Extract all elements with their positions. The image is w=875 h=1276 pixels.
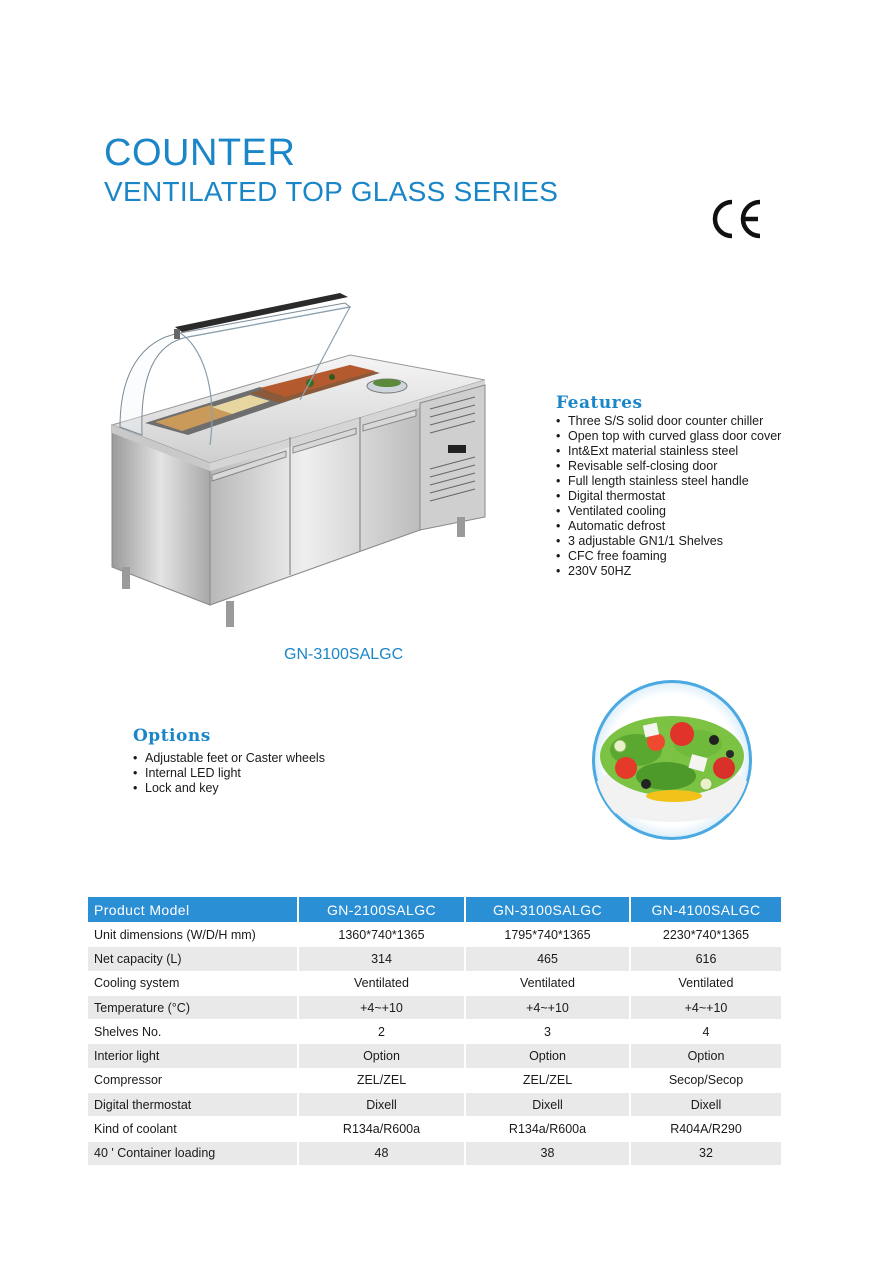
row-label: Compressor xyxy=(88,1068,298,1092)
list-item: • Three S/S solid door counter chiller xyxy=(556,414,781,429)
table-cell: +4~+10 xyxy=(630,995,782,1019)
row-label: Temperature (°C) xyxy=(88,995,298,1019)
table-cell: 616 xyxy=(630,947,782,971)
table-row xyxy=(88,1141,782,1165)
list-item: • 230V 50HZ xyxy=(556,564,781,579)
list-item: • Int&Ext material stainless steel xyxy=(556,444,781,459)
list-item: • Digital thermostat xyxy=(556,489,781,504)
table-header-row xyxy=(88,897,782,923)
table-cell: R134a/R600a xyxy=(465,1117,630,1141)
table-row xyxy=(88,947,782,971)
row-label: Interior light xyxy=(88,1044,298,1068)
row-label: Kind of coolant xyxy=(88,1117,298,1141)
ce-mark-icon xyxy=(708,196,764,247)
product-image xyxy=(100,285,500,640)
list-item: • Automatic defrost xyxy=(556,519,781,534)
table-cell: Dixell xyxy=(298,1093,465,1117)
row-label: Unit dimensions (W/D/H mm) xyxy=(88,923,298,947)
table-cell: +4~+10 xyxy=(298,995,465,1019)
spec-table xyxy=(88,897,783,1166)
list-item: • Ventilated cooling xyxy=(556,504,781,519)
table-cell: 32 xyxy=(630,1141,782,1165)
options-heading: Options xyxy=(133,726,211,746)
table-cell: +4~+10 xyxy=(465,995,630,1019)
table-row xyxy=(88,1093,782,1117)
column-header: Product Model xyxy=(88,897,298,923)
table-cell: Option xyxy=(630,1044,782,1068)
table-cell: 465 xyxy=(465,947,630,971)
table-cell: 4 xyxy=(630,1020,782,1044)
row-label: Digital thermostat xyxy=(88,1093,298,1117)
table-row xyxy=(88,995,782,1019)
table-row xyxy=(88,1117,782,1141)
table-cell: Ventilated xyxy=(465,971,630,995)
list-item: • Lock and key xyxy=(133,781,325,796)
table-cell: 48 xyxy=(298,1141,465,1165)
table-cell: Dixell xyxy=(630,1093,782,1117)
list-item: • Adjustable feet or Caster wheels xyxy=(133,751,325,766)
column-header: GN-4100SALGC xyxy=(630,897,782,923)
table-cell: Ventilated xyxy=(630,971,782,995)
list-item: • Internal LED light xyxy=(133,766,325,781)
table-row xyxy=(88,1068,782,1092)
column-header: GN-3100SALGC xyxy=(465,897,630,923)
table-cell: Secop/Secop xyxy=(630,1068,782,1092)
list-item: • CFC free foaming xyxy=(556,549,781,564)
table-cell: 1795*740*1365 xyxy=(465,923,630,947)
table-cell: ZEL/ZEL xyxy=(465,1068,630,1092)
table-row xyxy=(88,1044,782,1068)
table-cell: 2230*740*1365 xyxy=(630,923,782,947)
table-cell: R134a/R600a xyxy=(298,1117,465,1141)
list-item: • Open top with curved glass door cover xyxy=(556,429,781,444)
column-header: GN-2100SALGC xyxy=(298,897,465,923)
table-cell: Option xyxy=(298,1044,465,1068)
list-item: • Full length stainless steel handle xyxy=(556,474,781,489)
features-heading: Features xyxy=(556,393,643,413)
features-list xyxy=(556,414,781,579)
table-cell: 3 xyxy=(465,1020,630,1044)
row-label: Cooling system xyxy=(88,971,298,995)
table-cell: Option xyxy=(465,1044,630,1068)
product-caption: GN-3100SALGC xyxy=(284,646,404,663)
table-cell: Dixell xyxy=(465,1093,630,1117)
table-cell: 2 xyxy=(298,1020,465,1044)
list-item: • Revisable self-closing door xyxy=(556,459,781,474)
row-label: 40 ' Container loading xyxy=(88,1141,298,1165)
page-title: COUNTER xyxy=(104,132,296,174)
options-list xyxy=(133,751,325,796)
table-row xyxy=(88,971,782,995)
salad-image xyxy=(586,680,758,845)
table-row xyxy=(88,923,782,947)
table-cell: R404A/R290 xyxy=(630,1117,782,1141)
table-cell: 1360*740*1365 xyxy=(298,923,465,947)
list-item: • 3 adjustable GN1/1 Shelves xyxy=(556,534,781,549)
table-cell: 38 xyxy=(465,1141,630,1165)
table-cell: ZEL/ZEL xyxy=(298,1068,465,1092)
row-label: Shelves No. xyxy=(88,1020,298,1044)
table-cell: Ventilated xyxy=(298,971,465,995)
table-row xyxy=(88,1020,782,1044)
page-subtitle: VENTILATED TOP GLASS SERIES xyxy=(104,176,559,207)
table-cell: 314 xyxy=(298,947,465,971)
row-label: Net capacity (L) xyxy=(88,947,298,971)
